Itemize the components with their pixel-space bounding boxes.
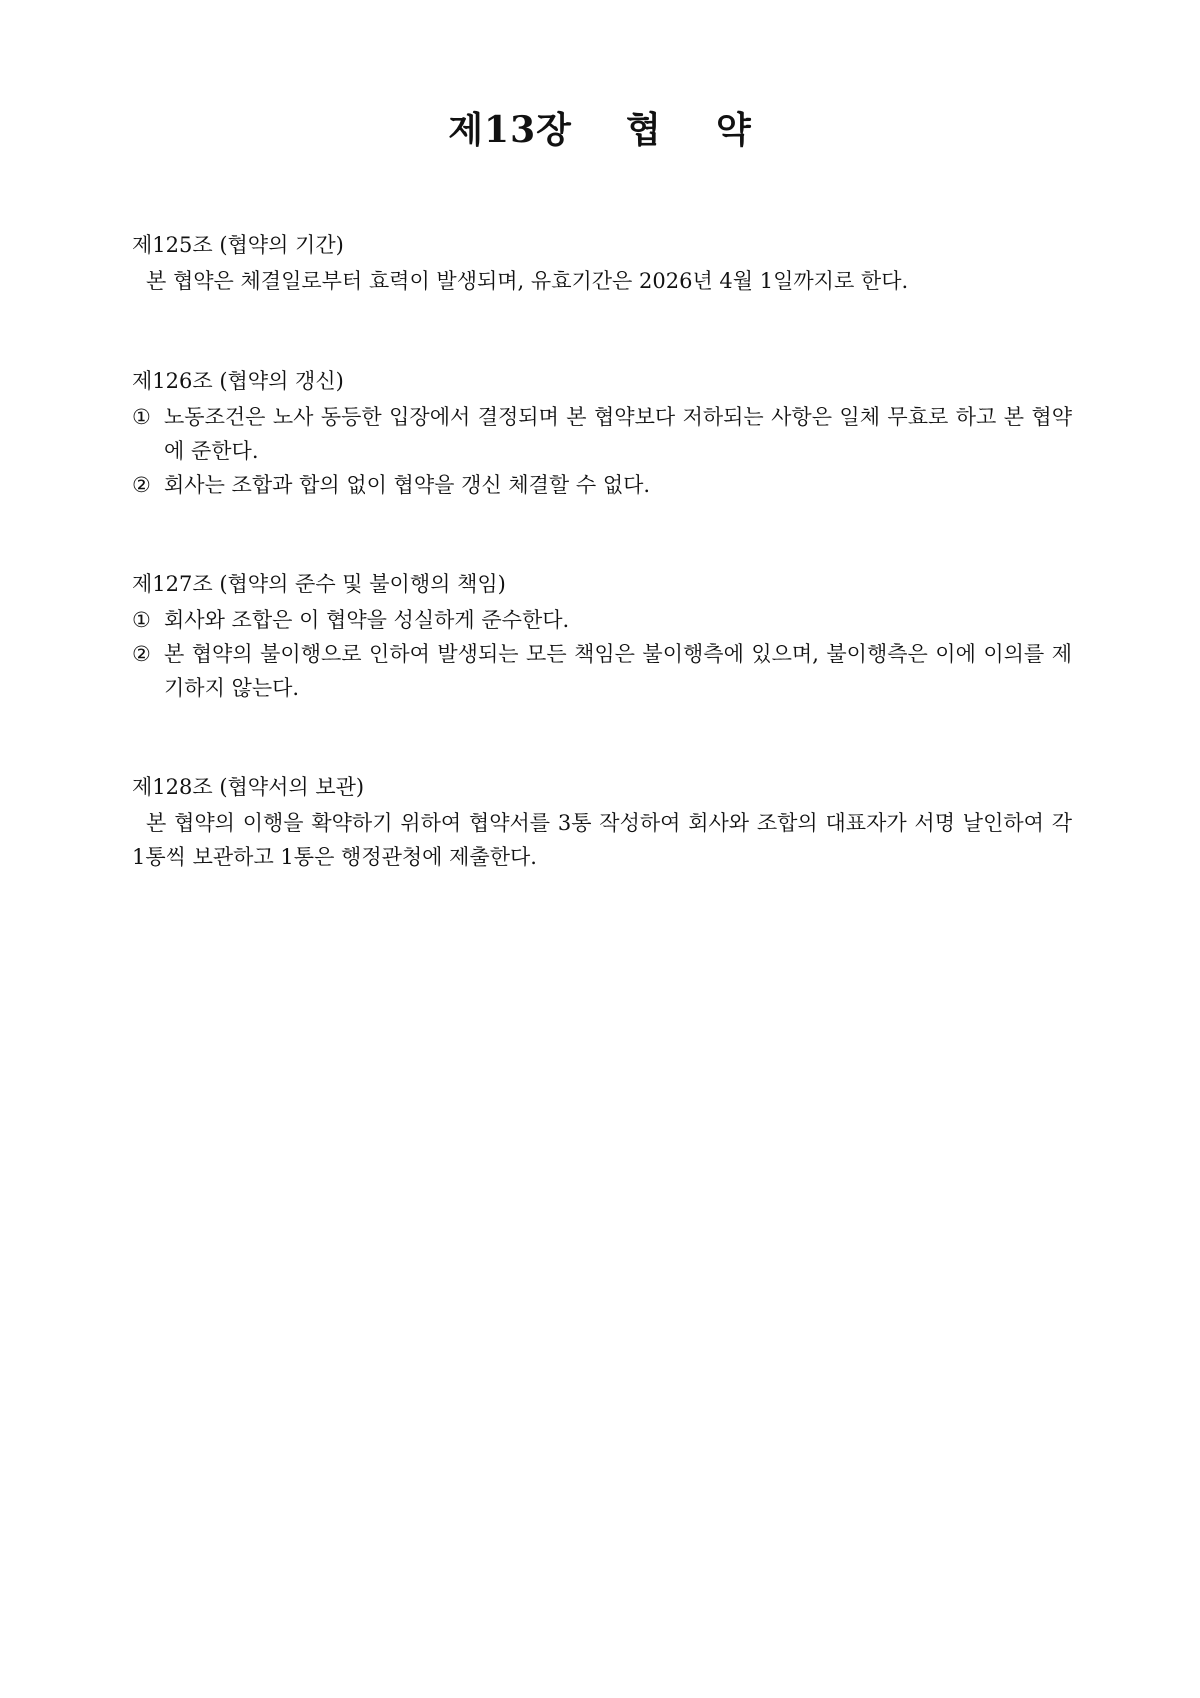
article-body: 본 협약은 체결일로부터 효력이 발생되며, 유효기간은 2026년 4월 1일까지로 한다. xyxy=(146,269,909,293)
clause-number: ① xyxy=(132,608,151,632)
clause-item xyxy=(132,603,1072,637)
clause-item xyxy=(132,400,1072,468)
chapter-title: 제13장 협 약 xyxy=(448,109,752,151)
clause-number: ② xyxy=(132,473,151,497)
clause-text: 회사는 조합과 합의 없이 협약을 갱신 체결할 수 없다. xyxy=(164,473,651,497)
article-heading: 제127조 (협약의 준수 및 불이행의 책임) xyxy=(132,572,506,596)
clause-item xyxy=(132,468,1072,502)
article-127 xyxy=(132,569,1072,705)
article-heading: 제128조 (협약서의 보관) xyxy=(132,775,365,799)
clause-number: ② xyxy=(132,642,151,666)
article-126 xyxy=(132,366,1072,502)
article-heading: 제126조 (협약의 갱신) xyxy=(132,369,344,393)
clause-text: 본 협약의 불이행으로 인하여 발생되는 모든 책임은 불이행측에 있으며, 불이행측은 이에 이의를 제기하지 않는다. xyxy=(164,642,1072,700)
article-128 xyxy=(132,772,1072,874)
clause-text: 회사와 조합은 이 협약을 성실하게 준수한다. xyxy=(164,608,570,632)
clause-item xyxy=(132,637,1072,705)
article-heading: 제125조 (협약의 기간) xyxy=(132,233,344,257)
clause-text: 노동조건은 노사 동등한 입장에서 결정되며 본 협약보다 저하되는 사항은 일체 무효로 하고 본 협약에 준한다. xyxy=(164,405,1072,463)
article-125 xyxy=(132,230,1072,298)
article-body: 본 협약의 이행을 확약하기 위하여 협약서를 3통 작성하여 회사와 조합의 대표자가 서명 날인하여 각 1통씩 보관하고 1통은 행정관청에 제출한다. xyxy=(132,811,1072,869)
clause-number: ① xyxy=(132,405,151,429)
